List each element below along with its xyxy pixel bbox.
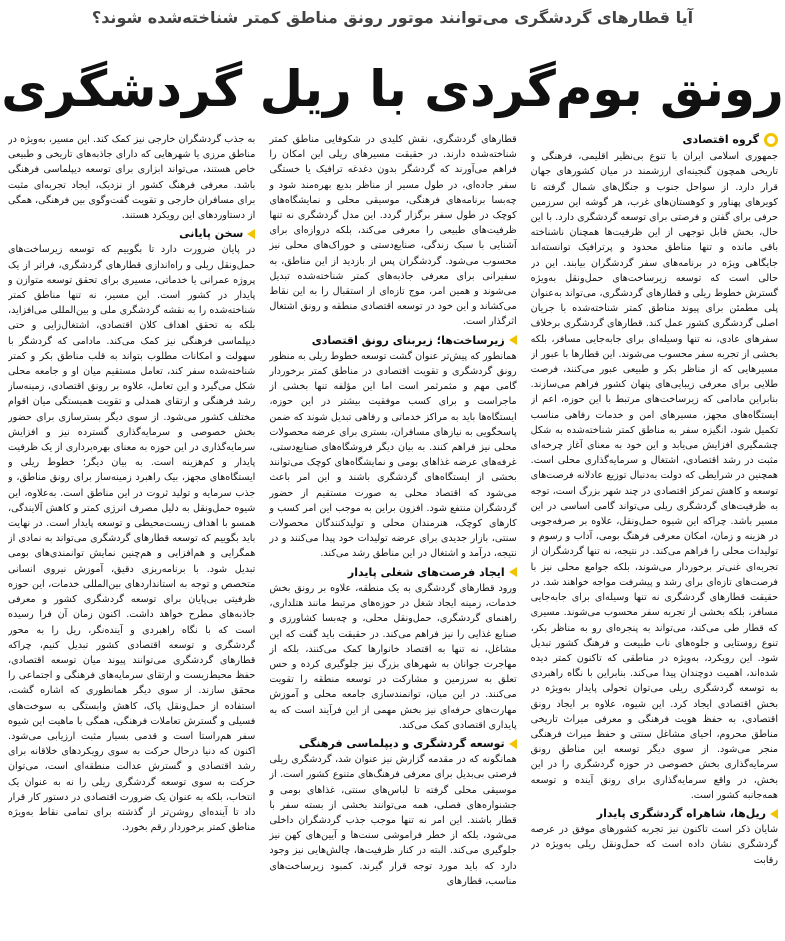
paragraph: جمهوری اسلامی ایران با تنوع بی‌نظیر اقلیمی، فرهنگی و تاریخی همچون گنجینه‌ای ارزشمند در میان کشورهای جهان قرار دارد. از سواحل جنوب و جنگل‌های شمال گرفته تا کویرهای پهناور و کوهستان‌های غرب، هر گوشه این سرزمین حرفی برای گفتن و فرصتی برای توسعه گردشگری دارد. با این حال، بخش قابل توجهی از این ظرفیت‌ها همچنان ناشناخته باقی مانده و تنها مناطق محدود و پرترافیک توانسته‌اند جایگاهی ویژه در برنامه‌های سفر گردشگران بیابند. این در حالی است که توسعه زیرساخت‌های حمل‌ونقل به‌ویژه گسترش خطوط ریلی و قطارهای گردشگری، می‌تواند به‌عنوان پلی مطمئن برای پیوند مناطق کمتر شناخته‌شده با جریان اصلی گردشگری کشور عمل کند. قطارهای گردشگری برخلاف سفرهای عادی، نه تنها وسیله‌ای برای جابه‌جایی مسافر، بلکه بخشی از تجربه سفر محسوب می‌شوند. این قطارها با عبور از مسیرهایی که از مناظر بکر و طبیعی عبور می‌کنند، فرصت طلایی برای معرفی زیبایی‌های پنهان کشور فراهم می‌سازند. بنابراین مادامی که زیرساخت‌های مرتبط با این حوزه، اعم از ایستگاه‌های مجهز، مسیرهای امن و خدمات رفاهی مناسب تکمیل شود، انگیزه سفر به مناطق کمتر شناخته‌شده به شکل چشمگیری افزایش می‌یابد و این خود به معنای آغاز چرخه‌ای مثبت در رشد اقتصادی، اشتغال و سرمایه‌گذاری محلی است. همچنین در شرایطی که دولت به‌دنبال توزیع عادلانه فرصت‌های توسعه و کاهش تمرکز اقتصادی در چند شهر بزرگ است، توجه به ظرفیت‌های گردشگری ریلی می‌تواند گامی اساسی در این مسیر باشد. چراکه این شیوه حمل‌ونقل، علاوه بر صرفه‌جویی در هزینه و زمان، امکان معرفی فرهنگ بومی، آداب و رسوم و تولیدات محلی را فراهم می‌کند. در نتیجه، نه تنها گردشگران از تجربه‌ای غنی‌تر برخوردار می‌شوند، بلکه جوامع محلی نیز با فرصت‌های تازه‌ای برای رشد و پیشرفت مواجه خواهند شد. در حقیقت قطارهای گردشگری نه تنها وسیله‌ای برای جابه‌جایی مسافر، بلکه بخشی از تجربه سفر محسوب می‌شوند. مسیری که قطار طی می‌کند، می‌تواند به پنجره‌ای رو به مناظر بکر، تنوع روستایی و جلوه‌های ناب طبیعت و فرهنگ کشور تبدیل شود. این رویکرد، به‌ویژه در مناطقی که تاکنون کمتر دیده شده‌اند، اهمیت دوچندان پیدا می‌کند. بنابراین با نگاه راهبردی به توسعه گردشگری ریلی می‌توان تحولی پایدار به‌ویژه در بخش اقتصادی ایجاد کرد. این شیوه، علاوه بر ایجاد رونق اقتصادی، به حفظ هویت فرهنگی و معرفی میراث تاریخی مناطق محروم، احیای مشاغل سنتی و حفظ میراث فرهنگی منجر می‌شود. از سوی دیگر توسعه این مناطق رونق سرمایه‌گذاری بخش خصوصی در حوزه گردشگری را در این بخش، در واقع سرمایه‌گذاری برای رونق آینده و توسعه همه‌جانبه کشور است. (530, 151, 778, 801)
paragraph: ورود قطارهای گردشگری به یک منطقه، علاوه بر رونق بخش خدمات، زمینه ایجاد شغل در حوزه‌های مرتبط مانند هتلداری، راهنمای گردشگری، حمل‌ونقل محلی، و چه‌بسا کشاورزی و صنایع غذایی را نیز فراهم می‌کند. در حقیقت باید گفت که این مشاغل، نه تنها به اقتصاد خانوارها کمک می‌کنند، بلکه از مهاجرت جوانان به شهرهای بزرگ نیز جلوگیری کرده و حس تعلق به سرزمین و مشارکت در توسعه منطقه را تقویت می‌کنند. در این میان، توانمندسازی جامعه محلی و آموزش مهارت‌های حرفه‌ای نیز بخش مهمی از این فرآیند است که به پایداری اقتصادی کمک می‌کند. (269, 582, 517, 731)
publication-logo-icon (764, 133, 778, 147)
byline-text: گروه اقتصادی (682, 133, 759, 146)
byline (531, 132, 778, 147)
paragraph: همانگونه که در مقدمه گزارش نیز عنوان شد، گردشگری ریلی فرصتی بی‌بدیل برای معرفی فرهنگ‌های متنوع کشور است. از موسیقی محلی گرفته تا لباس‌های سنتی، غذاهای بومی و جشنواره‌های فصلی، همه می‌توانند بخشی از بسته سفر با قطار باشند. این امر نه تنها موجب جذب گردشگران داخلی می‌شود، بلکه از خطر فراموشی سنت‌ها و آیین‌های کهن نیز جلوگیری می‌کند. البته در کنار ظرفیت‌ها، چالش‌هایی نیز وجود دارد که باید مورد توجه قرار گیرند. کمبود زیرساخت‌های مناسب، قطارهای (269, 754, 517, 887)
subheading: توسعه گردشگری و دیپلماسی فرهنگی (269, 736, 516, 751)
article-body (8, 132, 778, 937)
column-1 (531, 132, 778, 937)
triangle-bullet-icon (509, 567, 517, 577)
headline: رونق بوم‌گردی با ریل گردشگری (1, 60, 784, 118)
subheading: سخن پایانی (8, 226, 255, 241)
paragraph: قطارهای گردشگری، نقش کلیدی در شکوفایی مناطق کمتر شناخته‌شده دارند. در حقیقت مسیرهای ریلی این امکان را فراهم می‌آورند که گردشگر بدون دغدغه ترافیک یا خستگی سفر جاده‌ای، در طول مسیر از مناظر بدیع بهره‌مند شود و چه‌بسا برنامه‌های فرهنگی، موسیقی محلی و نمایشگاه‌های کوچک در طول سفر برگزار گردد. این مدل گردشگری نه تنها ظرفیت‌های طبیعی را معرفی می‌کند، بلکه دروازه‌ای برای آشنایی با سبک زندگی، صنایع‌دستی و خوراک‌های محلی نیز محسوب می‌شود. گردشگران پس از بازدید از این مناطق، به سفیرانی برای معرفی جاذبه‌های کمتر شناخته‌شده تبدیل می‌شوند و همین امر، موج تازه‌ای از استقبال را به این نقاط می‌کشاند و این خود در توسعه اقتصادی منطقه و رونق اشتغال اثرگذار است. (269, 134, 517, 328)
column-3 (8, 132, 255, 937)
triangle-bullet-icon (509, 335, 517, 345)
paragraph: در پایان ضرورت دارد تا بگوییم که توسعه زیرساخت‌های حمل‌ونقل ریلی و راه‌اندازی قطارهای گردشگری، فراتر از یک پروژه عمرانی یا خدماتی، مسیری برای تحقق توسعه متوازن و پایدار در کشور است. این مسیر، نه تنها مناطق کمتر شناخته‌شده را به نقشه گردشگری ملی و بین‌المللی می‌افزاید، بلکه به تحقق اهداف کلان اقتصادی، اشتغال‌زایی و حتی دیپلماسی فرهنگی نیز کمک می‌کند. مادامی که گردشگر با سهولت و امکانات مطلوب بتواند به قلب مناطق بکر و کمتر شناخته‌شده سفر کند، تعامل مستقیم میان او و جامعه محلی شکل می‌گیرد و این تعامل، علاوه بر رونق اقتصادی، زمینه‌ساز رشد فرهنگی و ارتقای همدلی و تقویت همبستگی میان اقوام مختلف کشور می‌شود. از سوی دیگر بسترسازی برای حضور بخش خصوصی و سرمایه‌گذاری گسترده نیز و افزایش سرمایه‌گذاری در این حوزه به معنای بهره‌برداری از یک ظرفیت پایدار و کم‌هزینه است. به بیان دیگر؛ خطوط ریلی و ایستگاه‌های مجهز، بیک راهبرد زمینه‌ساز برای رونق مناطق، و جذب سرمایه و تولید ثروت در این مناطق است. به‌علاوه، این شیوه حمل‌ونقل به دلیل مصرف انرژی کمتر و کاهش آلایندگی، همسو با اهداف زیست‌محیطی و توسعه پایدار است. در نهایت باید بگوییم که توسعه قطارهای گردشگری می‌تواند به نمادی از همگرایی و هم‌افزایی و هم‌چنین نمایش توانمندی‌های بومی تبدیل شود. با برنامه‌ریزی دقیق، آموزش نیروی انسانی متخصص و توجه به استانداردهای بین‌المللی خدمات، این حوزه ظرفیتی بی‌پایان برای توسعه گردشگری کشور و معرفی جاذبه‌های مطرح خواهد داشت. اکنون زمان آن فرا رسیده است که با نگاه راهبردی و آینده‌نگر، ریل را به محور گردشگری و توسعه اقتصادی کشور تبدیل کنیم، چراکه قطارهای گردشگری می‌توانند پیوند میان توسعه اقتصادی، حفظ محیط‌زیست و ارتقای سرمایه‌های فرهنگی و اجتماعی را محقق سازند. از سوی دیگر همانطوری که اشاره گشت، استفاده از حمل‌ونقل پاک، کاهش وابستگی به سوخت‌های فسیلی و گسترش تعاملات فرهنگی، همگی با ماهیت این شیوه سفر هم‌راستا است و قدمی بسیار مثبت ارزیابی می‌شود. اکنون که دنیا درحال حرکت به سوی رویکردهای خلاقانه برای رشد اقتصادی و گسترش عدالت منطقه‌ای است، می‌توان حرکت به سوی توسعه گردشگری ریلی را نه به عنوان یک انتخاب، بلکه به عنوان یک ضرورت اقتصادی در دستور کار قرار داد تا آینده‌ای روشن‌تر از گذشته برای تمامی نقاط به‌ویژه مناطق کمتر برخوردار رقم بخورد. (8, 244, 256, 834)
paragraph: به جذب گردشگران خارجی نیز کمک کند. این مسیر، به‌ویژه در مناطق مرزی یا شهرهایی که دارای جاذبه‌های تاریخی و طبیعی خاص هستند، می‌تواند ابزاری برای توسعه دیپلماسی فرهنگی باشد. معرفی فرهنگ کشور از نزدیک، ایجاد تجربه‌ای مثبت برای مسافران خارجی و تقویت گفت‌وگوی بین فرهنگی، همگی از دستاوردهای این رویکرد هستند. (8, 134, 256, 222)
subheading: ریل‌ها، شاهراه گردشگری پایدار (531, 806, 778, 821)
triangle-bullet-icon (247, 229, 255, 239)
column-2 (269, 132, 516, 937)
paragraph: شایان ذکر است تا‌کنون نیز تجربه کشورهای موفق در عرصه گردشگری نشان داده است که حمل‌ونقل ریلی به‌ویژه در رقابت (530, 824, 778, 866)
subheading: زیرساخت‌ها؛ زیربنای رونق اقتصادی (269, 333, 516, 348)
paragraph: همانطور که پیش‌تر عنوان گشت توسعه خطوط ریلی به منظور رونق گردشگری و تقویت اقتصادی در مناطق کمتر برخوردار گامی مهم و مثمرثمر است اما این مؤلفه تنها بخشی از ماجراست و برای کسب موفقیت بیشتر در این حوزه، ایستگاه‌ها باید به مراکز خدماتی و رفاهی تبدیل شوند که ضمن پاسخگویی به نیازهای مسافران، بستری برای عرضه محصولات محلی نیز فراهم کنند. به بیان دیگر فروشگاه‌های صنایع‌دستی، غرفه‌های عرضه غذاهای بومی و نمایشگاه‌های کوچک می‌توانند بخشی از ایستگاه‌های گردشگری باشند و این امر باعث می‌شود که اقتصاد محلی به صورت مستقیم از حضور گردشگران منتفع شود. افزون براین به موجب این امر کسب و کارهای کوچک، هنرمندان محلی و تولیدکنندگان محصولات سنتی، بازار جدیدی برای عرضه تولیدات خود پیدا می‌کنند و در نتیجه، درآمد و اشتغال در این مناطق رشد می‌کند. (269, 350, 517, 560)
triangle-bullet-icon (509, 739, 517, 749)
subheading: ایجاد فرصت‌های شغلی پایدار (269, 565, 516, 580)
kicker: آیا قطارهای گردشگری می‌توانند موتور رونق مناطق کمتر شناخته‌شده شوند؟ (91, 8, 694, 27)
triangle-bullet-icon (770, 809, 778, 819)
